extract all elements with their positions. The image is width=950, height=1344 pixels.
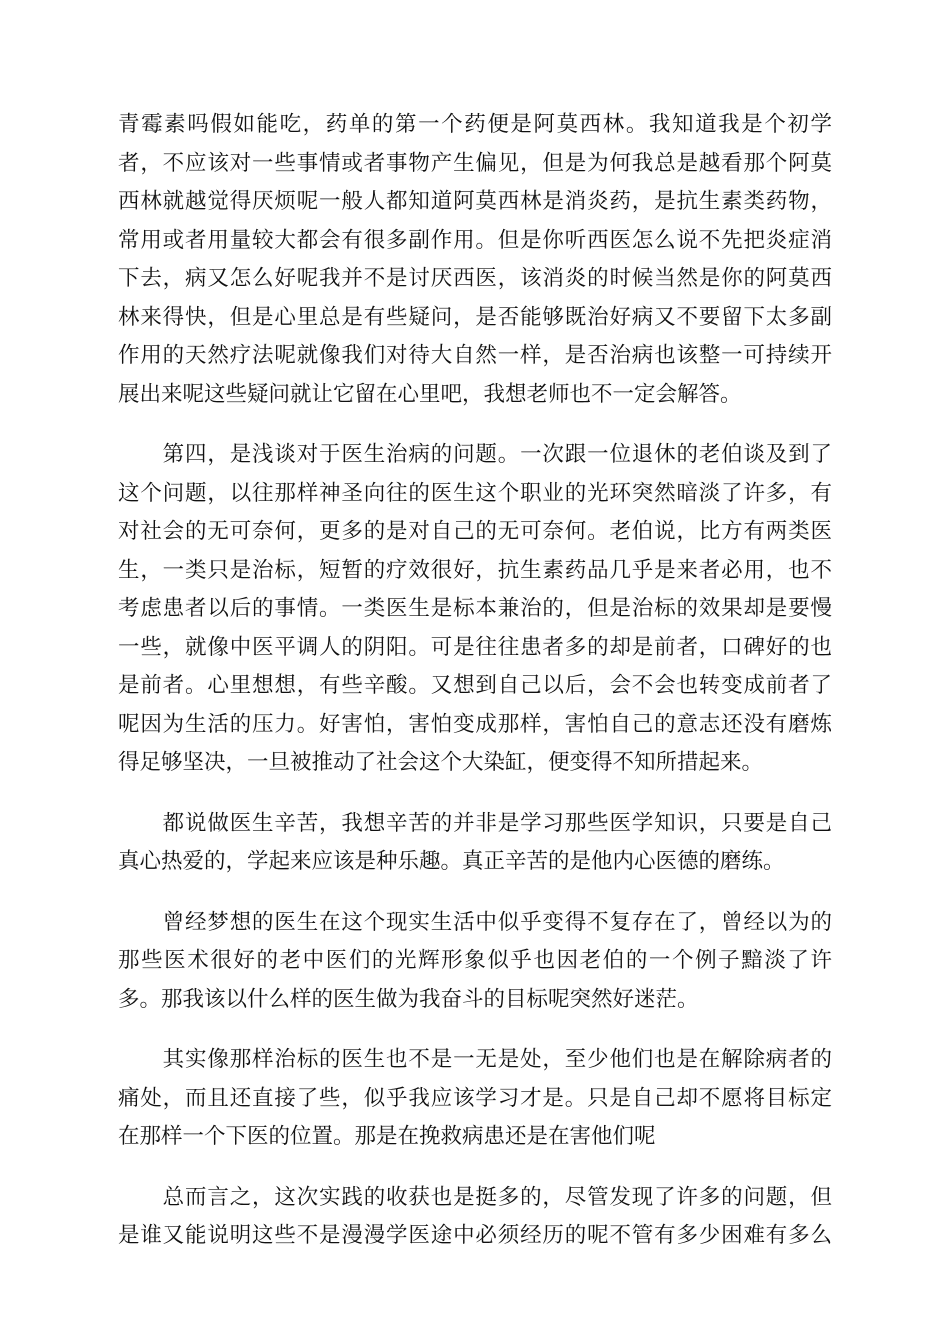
text-line: 痛处，而且还直接了些，似乎我应该学习才是。只是自己却不愿将目标定 (118, 1085, 832, 1111)
text-line: 是谁又能说明这些不是漫漫学医途中必须经历的呢不管有多少困难有多么 (118, 1223, 832, 1248)
paragraph-gap (118, 1157, 832, 1179)
text-line: 在那样一个下医的位置。那是在挽救病患还是在害他们呢 (118, 1124, 656, 1149)
paragraph-gap (118, 1019, 832, 1041)
text-line: 多。那我该以什么样的医生做为我奋斗的目标呢突然好迷茫。 (118, 986, 699, 1012)
text-line: 考虑患者以后的事情。一类医生是标本兼治的，但是治标的效果却是要慢 (118, 596, 832, 621)
paragraph-2 (118, 436, 832, 783)
text-line: 青霉素吗假如能吃，药单的第一个药便是阿莫西林。我知道我是个初学 (118, 112, 832, 137)
text-line: 作用的天然疗法呢就像我们对待大自然一样，是否治病也该整一可持续开 (118, 343, 832, 368)
text-line: 常用或者用量较大都会有很多副作用。但是你听西医怎么说不先把炎症消 (118, 227, 832, 253)
paragraph-6 (118, 1179, 832, 1256)
text-line: 林来得快，但是心里总是有些疑问，是否能够既治好病又不要留下太多副 (118, 304, 832, 330)
text-line: 是前者。心里想想，有些辛酸。又想到自己以后，会不会也转变成前者了 (118, 673, 832, 698)
text-line: 对社会的无可奈何，更多的是对自己的无可奈何。老伯说，比方有两类医 (118, 519, 832, 544)
paragraph-gap (118, 414, 832, 436)
text-line: 其实像那样治标的医生也不是一无是处，至少他们也是在解除病者的 (118, 1047, 832, 1072)
text-line: 都说做医生辛苦，我想辛苦的并非是学习那些医学知识，只要是自己 (118, 810, 832, 836)
paragraph-3 (118, 805, 832, 882)
text-line: 那些医术很好的老中医们的光辉形象似乎也因老伯的一个例子黯淡了许 (118, 948, 832, 973)
document-body (118, 106, 832, 1256)
text-line: 呢因为生活的压力。好害怕，害怕变成那样，害怕自己的意志还没有磨炼 (118, 711, 832, 737)
paragraph-5 (118, 1041, 832, 1157)
text-line: 第四，是浅谈对于医生治病的问题。一次跟一位退休的老伯谈及到了 (118, 442, 832, 467)
text-line: 者，不应该对一些事情或者事物产生偏见，但是为何我总是越看那个阿莫 (118, 150, 832, 176)
text-line: 展出来呢这些疑问就让它留在心里吧，我想老师也不一定会解答。 (118, 381, 742, 407)
paragraph-1 (118, 106, 832, 414)
text-line: 西林就越觉得厌烦呢一般人都知道阿莫西林是消炎药，是抗生素类药物， (118, 189, 832, 214)
text-line: 下去，病又怎么好呢我并不是讨厌西医，该消炎的时候当然是你的阿莫西 (118, 266, 832, 291)
text-line: 一些，就像中医平调人的阴阳。可是往往患者多的却是前者，口碑好的也 (118, 634, 832, 660)
text-line: 真心热爱的，学起来应该是种乐趣。真正辛苦的是他内心医德的磨练。 (118, 849, 785, 874)
text-line: 生，一类只是治标，短暂的疗效很好，抗生素药品几乎是来者必用，也不 (118, 557, 832, 583)
text-line: 总而言之，这次实践的收获也是挺多的，尽管发现了许多的问题，但 (118, 1184, 832, 1210)
paragraph-gap (118, 882, 832, 904)
text-line: 曾经梦想的医生在这个现实生活中似乎变得不复存在了，曾经以为的 (118, 909, 832, 935)
text-line: 得足够坚决，一旦被推动了社会这个大染缸，便变得不知所措起来。 (118, 750, 764, 775)
paragraph-gap (118, 783, 832, 805)
paragraph-4 (118, 904, 832, 1020)
text-line: 这个问题，以往那样神圣向往的医生这个职业的光环突然暗淡了许多，有 (118, 480, 832, 506)
